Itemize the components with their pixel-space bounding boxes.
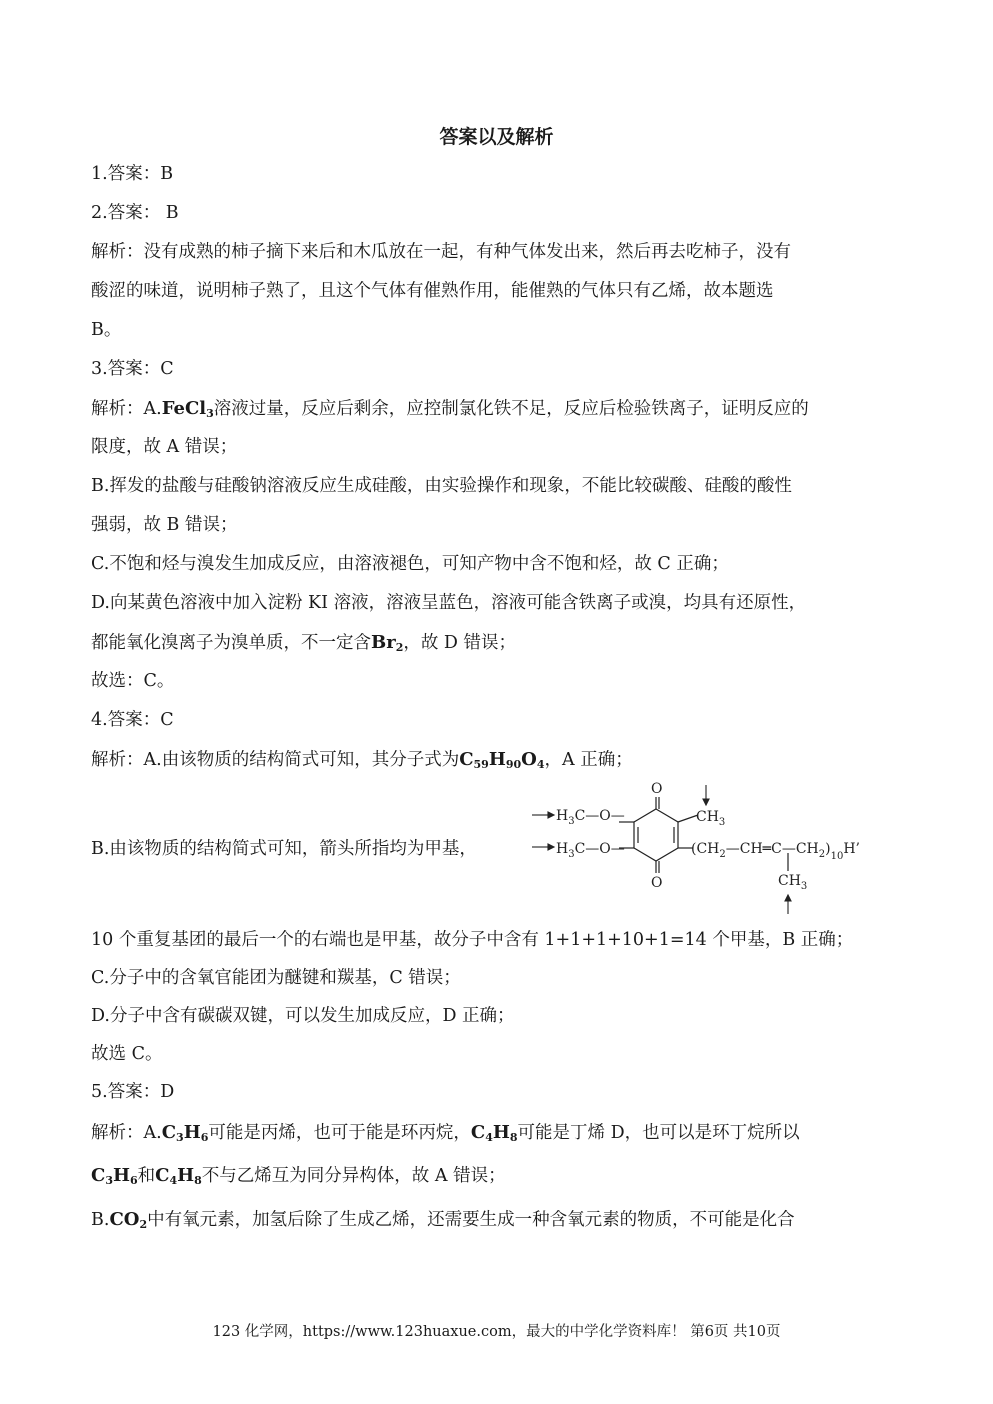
q3-option-d-cont	[91, 623, 903, 662]
q3-option-a	[91, 389, 903, 428]
q4-option-b-row	[91, 779, 903, 921]
q4-conclusion: 故选 C。	[91, 1044, 163, 1064]
top-oxygen: O	[651, 781, 663, 797]
text: ，故 D 错误；	[403, 633, 517, 653]
q4-option-b: B.由该物质的结构简式可知，箭头所指均为甲基，	[91, 839, 477, 859]
q1-answer: 1.答案：B	[91, 164, 174, 184]
text: 解析：A.	[91, 1123, 162, 1143]
document-body	[91, 155, 903, 1242]
quinone-ring	[634, 809, 678, 861]
q3-answer: 3.答案：C	[91, 359, 174, 379]
q2-answer: 2.答案： B	[91, 203, 179, 223]
q3-option-b-cont: 强弱，故 B 错误；	[91, 515, 238, 535]
text: 不与乙烯互为同分异构体，故 A 错误；	[201, 1166, 506, 1186]
q5-option-a	[91, 1112, 903, 1154]
text: 可能是丁烯 D，也可以是环丁烷所以	[517, 1123, 800, 1143]
q3-option-d: D.向某黄色溶液中加入淀粉 KI 溶液，溶液呈蓝色，溶液可能含铁离子或溴，均具有还原性，	[91, 593, 807, 613]
formula-br2: $Br_2$	[371, 632, 404, 654]
text: 和	[137, 1166, 156, 1186]
formula-c4h8: $C_4H_8$	[470, 1122, 518, 1144]
page-title: 答案以及解析	[439, 126, 554, 148]
q4-option-d: D.分子中含有碳碳双键，可以发生加成反应，D 正确；	[91, 1006, 515, 1026]
branch-methyl: $CH_3$	[778, 873, 808, 892]
text: ，A 正确；	[544, 750, 633, 770]
formula-co2: $CO_2$	[109, 1209, 148, 1231]
text: B.	[91, 1210, 110, 1230]
page-footer: 123 化学网，https://www.123huaxue.com，最大的中学化学资料库！ 第6页 共10页	[212, 1324, 781, 1340]
formula-c3h6: $C_3H_6$	[161, 1122, 209, 1144]
q2-explanation-line: B。	[91, 320, 122, 340]
formula-fecl3: FeCl$_3$	[161, 398, 214, 420]
text: 解析：A.	[91, 399, 162, 419]
text: 可能是丙烯，也可于能是环丙烷，	[208, 1123, 471, 1143]
q5-option-b	[91, 1198, 903, 1242]
q4-option-a	[91, 740, 903, 779]
q3-conclusion: 故选：C。	[91, 671, 175, 691]
coenzyme-q10-structure	[526, 779, 896, 921]
bottom-oxygen: O	[651, 875, 663, 891]
q3-option-b: B.挥发的盐酸与硅酸钠溶液反应生成硅酸，由实验操作和现象，不能比较碳酸、硅酸的酸性	[91, 476, 792, 496]
formula-c4h8: $C_4H_8$	[155, 1165, 202, 1187]
ring-methyl: $CH_3$	[696, 809, 726, 828]
text: 解析：A.由该物质的结构简式可知，其分子式为	[91, 750, 460, 770]
methoxy-bottom: $H_3C—O—$	[556, 841, 625, 860]
text: 中有氧元素，加氢后除了生成乙烯，还需要生成一种含氧元素的物质，不可能是化合	[147, 1210, 795, 1230]
q3-option-a-cont: 限度，故 A 错误；	[91, 437, 238, 457]
q4-answer: 4.答案：C	[91, 710, 174, 730]
q4-option-b-cont: 10 个重复基团的最后一个的右端也是甲基，故分子中含有 1+1+1+10+1=14 个甲基，B 正确；	[91, 930, 854, 950]
formula-c3h6: $C_3H_6$	[91, 1165, 138, 1187]
formula-c59h90o4: $C_{59}H_{90}O_4$	[459, 749, 545, 771]
q2-explanation-line: 酸涩的味道，说明柿子熟了，且这个气体有催熟作用，能催熟的气体只有乙烯，故本题选	[91, 281, 774, 301]
q5-answer: 5.答案：D	[91, 1082, 175, 1102]
text: 都能氧化溴离子为溴单质，不一定含	[91, 633, 371, 653]
q5-option-a-cont	[91, 1154, 903, 1198]
isoprene-chain: $(CH_2—CH═C—CH_2)_{10}H$’	[691, 841, 860, 862]
methoxy-top: $H_3C—O—$	[556, 808, 625, 827]
q2-explanation-line: 解析：没有成熟的柿子摘下来后和木瓜放在一起，有种气体发出来，然后再去吃柿子，没有	[91, 242, 791, 262]
q3-option-c: C.不饱和烃与溴发生加成反应，由溶液褪色，可知产物中含不饱和烃，故 C 正确；	[91, 554, 729, 574]
text: 溶液过量，反应后剩余，应控制氯化铁不足，反应后检验铁离子，证明反应的	[213, 399, 809, 419]
q4-option-c: C.分子中的含氧官能团为醚键和羰基，C 错误；	[91, 968, 461, 988]
